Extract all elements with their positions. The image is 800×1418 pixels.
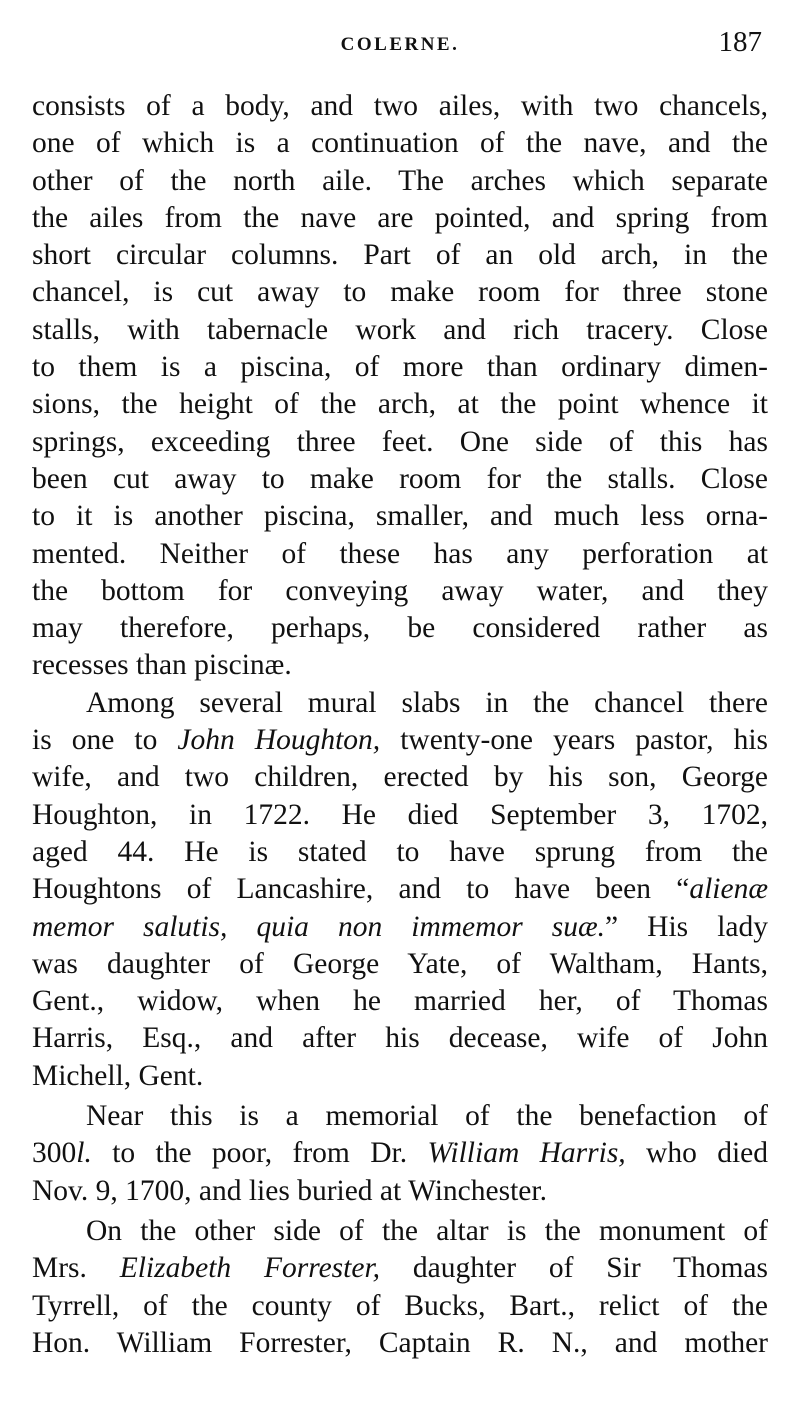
text-span: is one to <box>32 724 178 757</box>
text-span: daughter of Sir Thomas <box>380 1252 768 1285</box>
text-line: recesses than piscinæ. <box>32 649 292 682</box>
text-line <box>32 909 768 946</box>
currency-unit: l. <box>76 1137 92 1170</box>
text-line: sions, the height of the arch, at the point whence it <box>32 388 768 421</box>
text-line <box>32 1250 768 1287</box>
page-number: 187 <box>718 26 762 58</box>
running-title: COLERNE. <box>340 34 460 55</box>
text-line: short circular columns. Part of an old arch, in the <box>32 239 768 272</box>
text-span: Mrs. <box>32 1252 120 1285</box>
text-line: Near this is a memorial of the benefaction of <box>86 1100 768 1133</box>
text-line: the bottom for conveying away water, and they <box>32 574 768 607</box>
text-line: other of the north aile. The arches which separate <box>32 164 768 197</box>
body-text <box>32 88 768 1362</box>
paragraph-houghton-memorial <box>32 685 768 1095</box>
text-span: to the poor, from Dr. <box>91 1137 428 1170</box>
text-line: mented. Neither of these has any perforation at <box>32 537 768 570</box>
text-line: On the other side of the altar is the monument of <box>86 1214 768 1247</box>
person-name: Elizabeth Forrester, <box>119 1252 381 1285</box>
text-line: Gent., widow, when he married her, of Thomas <box>32 985 768 1018</box>
text-line: Harris, Esq., and after his decease, wife of John <box>32 1022 768 1055</box>
text-line <box>32 722 768 759</box>
text-line: Michell, Gent. <box>32 1059 204 1092</box>
text-line: chancel, is cut away to make room for three stone <box>32 276 768 309</box>
text-line: stalls, with tabernacle work and rich tracery. Close <box>32 313 768 346</box>
person-name: John Houghton, <box>177 724 381 757</box>
text-line <box>32 1135 768 1172</box>
text-line: Nov. 9, 1700, and lies buried at Winchester. <box>32 1174 547 1207</box>
text-line <box>32 871 768 908</box>
text-line: been cut away to make room for the stalls. Close <box>32 462 768 495</box>
text-line: one of which is a continuation of the nave, and the <box>32 127 768 160</box>
paragraph-forrester-monument <box>32 1213 768 1362</box>
paragraph-church-description <box>32 88 768 685</box>
text-line: consists of a body, and two ailes, with two chancels, <box>32 90 768 122</box>
text-line: Among several mural slabs in the chancel there <box>86 686 768 719</box>
text-line: to it is another piscina, smaller, and much less orna- <box>32 500 768 533</box>
running-head <box>32 24 768 68</box>
paragraph-harris-benefaction <box>32 1098 768 1210</box>
text-span: Houghtons of Lancashire, and to have been “ <box>32 873 690 906</box>
text-span: ” His lady <box>605 910 768 943</box>
text-line: aged 44. He is stated to have sprung from the <box>32 835 768 868</box>
text-line: Hon. William Forrester, Captain R. N., and mother <box>32 1326 768 1359</box>
latin-quote: alienæ <box>689 873 768 906</box>
latin-quote: memor salutis, quia non immemor suæ. <box>32 910 606 943</box>
text-line: to them is a piscina, of more than ordinary dimen- <box>32 351 768 384</box>
person-name: William Harris, <box>427 1137 626 1170</box>
text-line: may therefore, perhaps, be considered rather as <box>32 612 768 645</box>
text-span: who died <box>625 1137 768 1170</box>
text-line: was daughter of George Yate, of Waltham, Hants, <box>32 947 768 980</box>
text-line: wife, and two children, erected by his son, George <box>32 761 768 794</box>
text-span: 300 <box>32 1137 77 1170</box>
text-line: springs, exceeding three feet. One side of this has <box>32 425 768 458</box>
text-line: Houghton, in 1722. He died September 3, 1702, <box>32 798 768 831</box>
text-line: the ailes from the nave are pointed, and spring from <box>32 201 768 234</box>
text-line: Tyrrell, of the county of Bucks, Bart., relict of the <box>32 1289 768 1322</box>
text-span: twenty-one years pastor, his <box>380 724 769 757</box>
